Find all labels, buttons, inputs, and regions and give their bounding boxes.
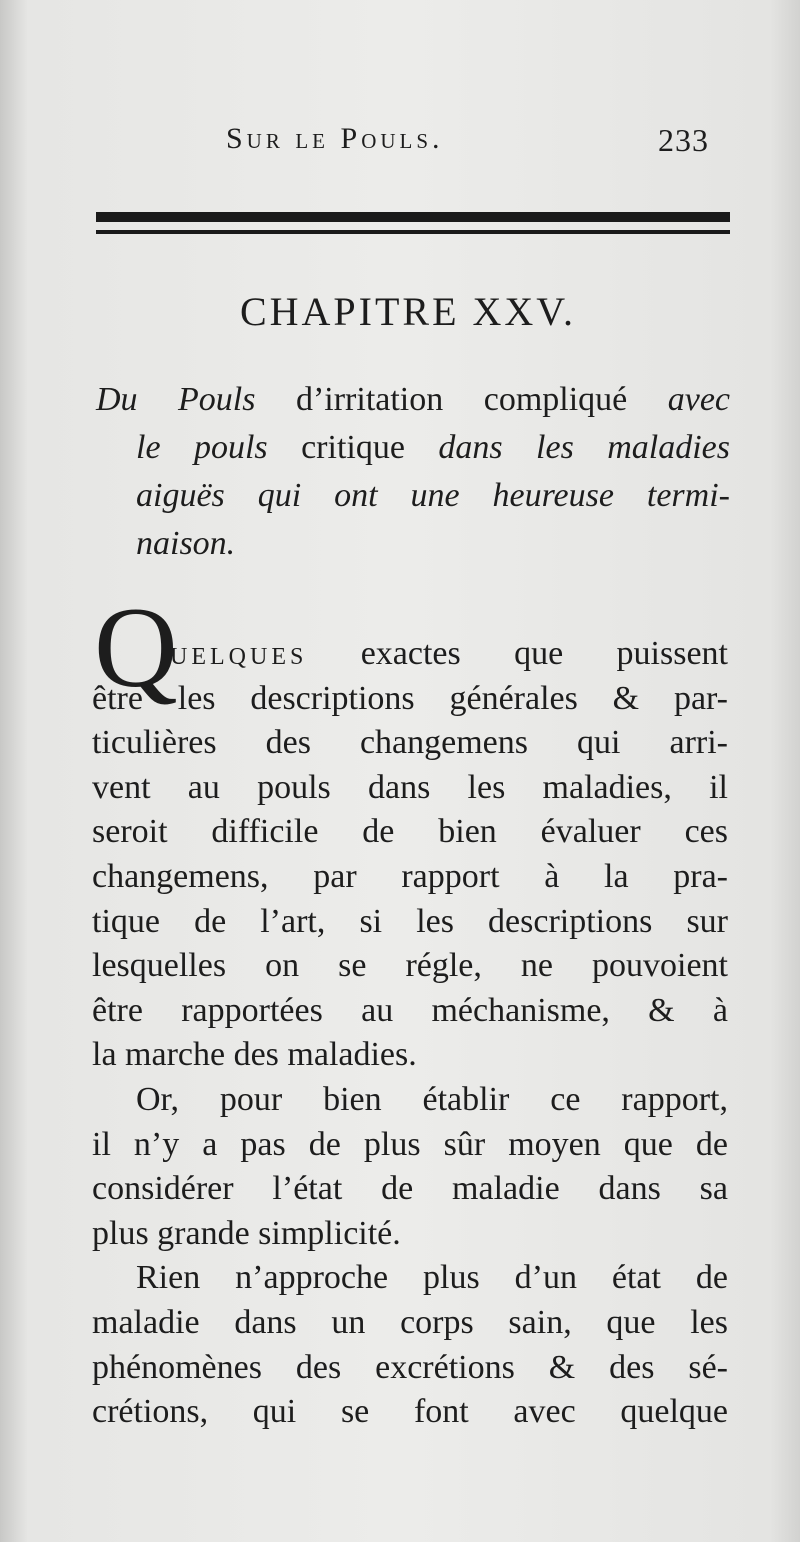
- text-line: maladie dans un corps sain, que les: [92, 1303, 728, 1341]
- subtitle-italic: le pouls: [136, 429, 268, 466]
- text-line: crétions, qui se font avec quelque: [92, 1393, 728, 1431]
- text-line: considérer l’état de maladie dans sa: [92, 1170, 728, 1208]
- subtitle-italic: dans les maladies: [438, 429, 731, 466]
- text-line: vent au pouls dans les maladies, il: [92, 768, 728, 806]
- subtitle-line-4: [96, 520, 730, 568]
- text-line: seroit difficile de bien évaluer ces: [92, 813, 728, 851]
- subtitle-line-1: [96, 376, 730, 424]
- subtitle-italic: naison.: [136, 525, 236, 562]
- page-number: 233: [658, 122, 709, 158]
- subtitle-italic: avec: [667, 381, 731, 418]
- chapter-subtitle: [96, 376, 730, 568]
- first-word: uelques: [170, 635, 308, 672]
- text-line: être rapportées au méchanisme, & à: [92, 991, 728, 1029]
- text-line: ticulières des changemens qui arri-: [92, 724, 728, 762]
- text-line: lesquelles on se régle, ne pouvoient: [92, 947, 728, 985]
- subtitle-italic: Du Pouls: [96, 381, 256, 418]
- subtitle-line-2: [96, 424, 730, 472]
- subtitle-italic: aiguës qui ont une heureuse termi-: [136, 477, 730, 514]
- text-line: il n’y a pas de plus sûr moyen que de: [92, 1125, 728, 1163]
- text-line: plus grande simplicité.: [92, 1214, 401, 1252]
- subtitle-line-3: [96, 472, 730, 520]
- text-line: être les descriptions générales & par-: [92, 679, 728, 717]
- header-rule-thick: [96, 212, 730, 222]
- subtitle-roman: critique: [267, 429, 439, 466]
- drop-cap: Q: [94, 584, 178, 712]
- text-line: la marche des maladies.: [92, 1036, 417, 1074]
- text-line: changemens, par rapport à la pra-: [92, 857, 728, 895]
- text-line: uelques exactes que puissent: [170, 635, 728, 672]
- text-line: Or, pour bien établir ce rapport,: [136, 1080, 728, 1118]
- text-line: Rien n’approche plus d’un état de: [136, 1259, 728, 1297]
- body-text: [92, 632, 728, 1435]
- text-line: tique de l’art, si les descriptions sur: [92, 902, 728, 940]
- header-rule-thin: [96, 230, 730, 234]
- subtitle-roman: d’irritation compliqué: [255, 381, 668, 418]
- page-header: [0, 122, 800, 172]
- running-title: Sur le Pouls.: [226, 122, 444, 155]
- text-line: phénomènes des excrétions & des sé-: [92, 1348, 728, 1386]
- chapter-title: CHAPITRE XXV.: [239, 289, 577, 334]
